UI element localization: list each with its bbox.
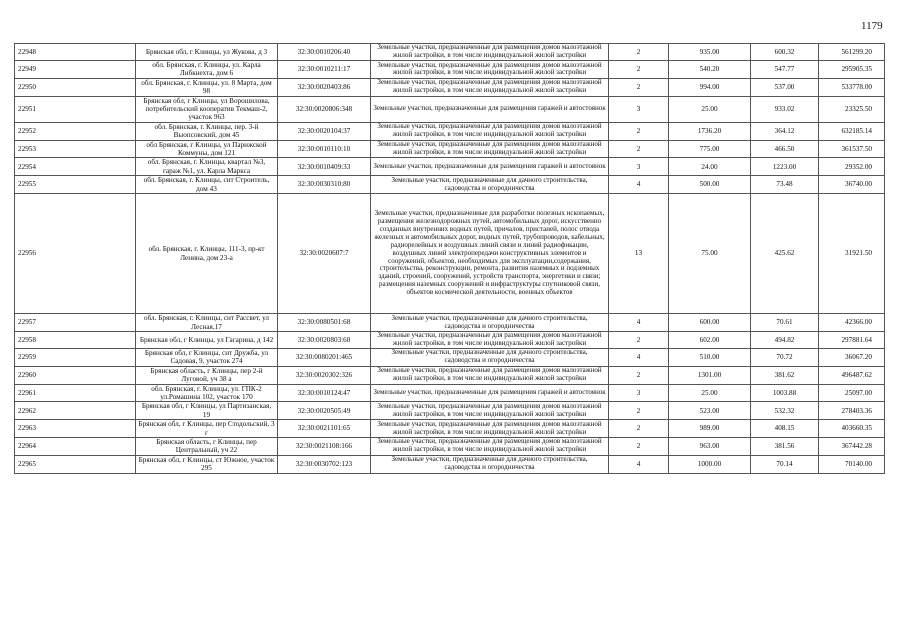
use-group: 3 (609, 96, 669, 122)
specific-cadastral-value: 73.48 (751, 176, 819, 194)
permitted-use: Земельные участки, предназначенные для размещения домов малоэтажной жилой застройки, в том числе индивидуальной жилой застройки (371, 402, 609, 420)
row-number: 22958 (15, 331, 136, 348)
permitted-use: Земельные участки, предназначенные для размещения домов малоэтажной жилой застройки, в том числе индивидуальной жилой застройки (371, 140, 609, 158)
use-group: 2 (609, 331, 669, 348)
table-row (15, 402, 885, 420)
land-address: Брянская обл, г Клинцы, ул Гагарина, д 142 (136, 331, 278, 348)
row-number: 22959 (15, 348, 136, 366)
table-row (15, 78, 885, 96)
row-number: 22965 (15, 455, 136, 473)
use-group: 2 (609, 437, 669, 455)
land-area: 600.00 (669, 314, 751, 332)
specific-cadastral-value: 1003.88 (751, 384, 819, 402)
cadastral-value: 367442.28 (819, 437, 885, 455)
use-group: 13 (609, 194, 669, 314)
row-number: 22957 (15, 314, 136, 332)
table-row (15, 158, 885, 176)
land-address: Брянская обл, г Клинцы, снт Дружба, ул Садовая, 9, участок 274 (136, 348, 278, 366)
land-area: 935.00 (669, 44, 751, 61)
use-group: 2 (609, 122, 669, 140)
use-group: 2 (609, 61, 669, 79)
cadastral-value: 70140.00 (819, 455, 885, 473)
specific-cadastral-value: 532.32 (751, 402, 819, 420)
land-area: 24.00 (669, 158, 751, 176)
specific-cadastral-value: 537.00 (751, 78, 819, 96)
table-row (15, 437, 885, 455)
land-area: 1301.00 (669, 366, 751, 384)
use-group: 2 (609, 44, 669, 61)
use-group: 3 (609, 158, 669, 176)
row-number: 22949 (15, 61, 136, 79)
land-address: Брянская обл, г Клинцы, пер Стодольский, 3 г (136, 420, 278, 438)
cadastral-number: 32:30:0021108:166 (278, 437, 371, 455)
row-number: 22952 (15, 122, 136, 140)
use-group: 2 (609, 402, 669, 420)
cadastral-value: 36740.00 (819, 176, 885, 194)
land-address: Брянская область, г Клинцы, пер 2-й Луговой, уч 38 а (136, 366, 278, 384)
table-row (15, 455, 885, 473)
cadastral-number: 32:30:0020302:326 (278, 366, 371, 384)
cadastral-number: 32:30:0020505:49 (278, 402, 371, 420)
table-row (15, 96, 885, 122)
cadastral-number: 32:30:0020104:37 (278, 122, 371, 140)
table-row (15, 61, 885, 79)
permitted-use: Земельные участки, предназначенные для разработки полезных ископаемых, размещения железнодорожных путей, автомобильных дорог, искусственно созданных внутренних водных путей, причалов, пристаней, полос отвода железных и автомобильных дорог, водных путей, трубопроводов, кабельных, радиорелейных и воздушных линий связи и линий радиофикации, воздушных линий электропередачи конструктивных элементов и сооружений, объектов, необходимых для эксплуатации,содержания, строительства, реконструкции, ремонта, развития наземных и подземных зданий, строений, сооружений, устройств транспорта, энергетики и связи; размещения наземных сооружений и инфраструктуры спутниковой связи, объектов космической деятельности, военных объектов (371, 194, 609, 314)
use-group: 2 (609, 140, 669, 158)
specific-cadastral-value: 600.32 (751, 44, 819, 61)
land-area: 989.00 (669, 420, 751, 438)
cadastral-value: 496487.62 (819, 366, 885, 384)
specific-cadastral-value: 381.56 (751, 437, 819, 455)
table-body (15, 44, 885, 474)
specific-cadastral-value: 70.14 (751, 455, 819, 473)
permitted-use: Земельные участки, предназначенные для размещения гаражей и автостоянок (371, 96, 609, 122)
land-address: обл. Брянская, г. Клинцы, ул. ГПК-2 ул.Ромашина 102, участок 170 (136, 384, 278, 402)
table-row (15, 348, 885, 366)
cadastral-value: 295905.35 (819, 61, 885, 79)
row-number: 22964 (15, 437, 136, 455)
land-area: 500.00 (669, 176, 751, 194)
table-row (15, 384, 885, 402)
land-address: обл Брянская, г Клинцы, ул Парижской Коммуны, дом 121 (136, 140, 278, 158)
use-group: 4 (609, 176, 669, 194)
cadastral-value: 25097.00 (819, 384, 885, 402)
row-number: 22960 (15, 366, 136, 384)
cadastral-value: 278403.36 (819, 402, 885, 420)
specific-cadastral-value: 547.77 (751, 61, 819, 79)
permitted-use: Земельные участки, предназначенные для размещения домов малоэтажной жилой застройки, в том числе индивидуальной жилой застройки (371, 78, 609, 96)
land-area: 25.00 (669, 96, 751, 122)
land-address: Брянская обл, г Клинцы, ул Жукова, д 3 (136, 44, 278, 61)
land-address: Брянская область, г Клинцы, пер Центральный, уч 22 (136, 437, 278, 455)
use-group: 2 (609, 78, 669, 96)
land-address: обл. Брянская, г. Клинцы, ул. Карла Либкнехта, дом 6 (136, 61, 278, 79)
cadastral-number: 32:30:0020806:348 (278, 96, 371, 122)
permitted-use: Земельные участки, предназначенные для дачного строительства, садоводства и огородничества (371, 348, 609, 366)
specific-cadastral-value: 364.12 (751, 122, 819, 140)
cadastral-number: 32:30:0080201:465 (278, 348, 371, 366)
land-area: 523.00 (669, 402, 751, 420)
land-area: 1000.00 (669, 455, 751, 473)
table-row (15, 194, 885, 314)
land-address: обл. Брянская, г. Клинцы, 111-3, пр-кт Ленина, дом 23-а (136, 194, 278, 314)
table-row (15, 44, 885, 61)
row-number: 22963 (15, 420, 136, 438)
table-row (15, 420, 885, 438)
specific-cadastral-value: 933.02 (751, 96, 819, 122)
use-group: 3 (609, 384, 669, 402)
specific-cadastral-value: 408.15 (751, 420, 819, 438)
table-row (15, 314, 885, 332)
permitted-use: Земельные участки, предназначенные для размещения домов малоэтажной жилой застройки, в том числе индивидуальной жилой застройки (371, 331, 609, 348)
row-number: 22962 (15, 402, 136, 420)
use-group: 2 (609, 366, 669, 384)
permitted-use: Земельные участки, предназначенные для дачного строительства, садоводства и огородничества (371, 455, 609, 473)
cadastral-number: 32:30:0080501:68 (278, 314, 371, 332)
land-address: обл. Брянская, г. Клинцы, квартал №3, гараж №1, ул. Карла Маркса (136, 158, 278, 176)
permitted-use: Земельные участки, предназначенные для размещения домов малоэтажной жилой застройки, в том числе индивидуальной жилой застройки (371, 366, 609, 384)
permitted-use: Земельные участки, предназначенные для размещения гаражей и автостоянок (371, 384, 609, 402)
specific-cadastral-value: 425.62 (751, 194, 819, 314)
cadastral-number: 32:30:0010124:47 (278, 384, 371, 402)
land-area: 510.00 (669, 348, 751, 366)
cadastral-value: 36067.20 (819, 348, 885, 366)
row-number: 22950 (15, 78, 136, 96)
land-address: обл. Брянская, г. Клинцы, снт Строитель, дом 43 (136, 176, 278, 194)
permitted-use: Земельные участки, предназначенные для размещения домов малоэтажной жилой застройки, в том числе индивидуальной жилой застройки (371, 122, 609, 140)
row-number: 22961 (15, 384, 136, 402)
cadastral-value: 297881.64 (819, 331, 885, 348)
land-area: 75.00 (669, 194, 751, 314)
cadastral-number: 32:30:0020803:60 (278, 331, 371, 348)
cadastral-value: 403660.35 (819, 420, 885, 438)
table-row (15, 176, 885, 194)
cadastral-number: 32:30:0020403:86 (278, 78, 371, 96)
cadastral-value: 31921.50 (819, 194, 885, 314)
land-area: 25.00 (669, 384, 751, 402)
cadastral-number: 32:30:0010110:10 (278, 140, 371, 158)
cadastral-value: 42366.00 (819, 314, 885, 332)
cadastral-number: 32:30:0010409:33 (278, 158, 371, 176)
cadastral-value: 361537.50 (819, 140, 885, 158)
permitted-use: Земельные участки, предназначенные для размещения домов малоэтажной жилой застройки, в том числе индивидуальной жилой застройки (371, 61, 609, 79)
cadastral-number: 32:30:0010206:40 (278, 44, 371, 61)
land-area: 540.20 (669, 61, 751, 79)
cadastral-number: 32:30:0010211:17 (278, 61, 371, 79)
permitted-use: Земельные участки, предназначенные для размещения домов малоэтажной жилой застройки, в том числе индивидуальной жилой застройки (371, 420, 609, 438)
row-number: 22953 (15, 140, 136, 158)
cadastral-number: 32:30:0030310:80 (278, 176, 371, 194)
cadastral-number: 32:30:0030702:123 (278, 455, 371, 473)
row-number: 22948 (15, 44, 136, 61)
table-row (15, 331, 885, 348)
permitted-use: Земельные участки, предназначенные для размещения гаражей и автостоянок (371, 158, 609, 176)
land-address: Брянская обл, г Клинцы, ул Ворошилова, потребительский кооператив Текмаш-2, участок 963 (136, 96, 278, 122)
specific-cadastral-value: 494.82 (751, 331, 819, 348)
land-address: обл. Брянская, г. Клинцы, снт Рассвет, ул Лесная,17 (136, 314, 278, 332)
cadastral-value: 561299.20 (819, 44, 885, 61)
table-row (15, 366, 885, 384)
land-area: 602.00 (669, 331, 751, 348)
use-group: 4 (609, 455, 669, 473)
use-group: 2 (609, 420, 669, 438)
land-area: 1736.20 (669, 122, 751, 140)
land-address: обл. Брянская, г. Клинцы, пер. 3-й Выопсовский, дом 45 (136, 122, 278, 140)
cadastral-number: 32:30:0021101:65 (278, 420, 371, 438)
land-area: 963.00 (669, 437, 751, 455)
specific-cadastral-value: 466.50 (751, 140, 819, 158)
cadastral-number: 32:30:0020607:7 (278, 194, 371, 314)
specific-cadastral-value: 70.72 (751, 348, 819, 366)
cadastral-value: 632185.14 (819, 122, 885, 140)
use-group: 4 (609, 348, 669, 366)
row-number: 22951 (15, 96, 136, 122)
land-area: 775.00 (669, 140, 751, 158)
specific-cadastral-value: 70.61 (751, 314, 819, 332)
permitted-use: Земельные участки, предназначенные для дачного строительства, садоводства и огородничества (371, 314, 609, 332)
specific-cadastral-value: 1223.00 (751, 158, 819, 176)
land-address: обл. Брянская, г. Клинцы, ул. 8 Марта, дом 98 (136, 78, 278, 96)
permitted-use: Земельные участки, предназначенные для размещения домов малоэтажной жилой застройки, в том числе индивидуальной жилой застройки (371, 437, 609, 455)
row-number: 22956 (15, 194, 136, 314)
table-row (15, 140, 885, 158)
row-number: 22955 (15, 176, 136, 194)
specific-cadastral-value: 381.62 (751, 366, 819, 384)
permitted-use: Земельные участки, предназначенные для дачного строительства, садоводства и огородничества (371, 176, 609, 194)
cadastral-value: 23325.50 (819, 96, 885, 122)
cadastral-value: 29352.00 (819, 158, 885, 176)
row-number: 22954 (15, 158, 136, 176)
use-group: 4 (609, 314, 669, 332)
land-area: 994.00 (669, 78, 751, 96)
land-address: Брянская обл, г Клинцы, ул Партизанская, 19 (136, 402, 278, 420)
land-address: Брянская обл, г Клинцы, ст Южное, участок 295 (136, 455, 278, 473)
permitted-use: Земельные участки, предназначенные для размещения домов малоэтажной жилой застройки, в том числе индивидуальной жилой застройки (371, 44, 609, 61)
cadastral-value: 533778.00 (819, 78, 885, 96)
cadastral-value-table (14, 43, 885, 474)
table-row (15, 122, 885, 140)
page-number: 1179 (861, 20, 883, 32)
